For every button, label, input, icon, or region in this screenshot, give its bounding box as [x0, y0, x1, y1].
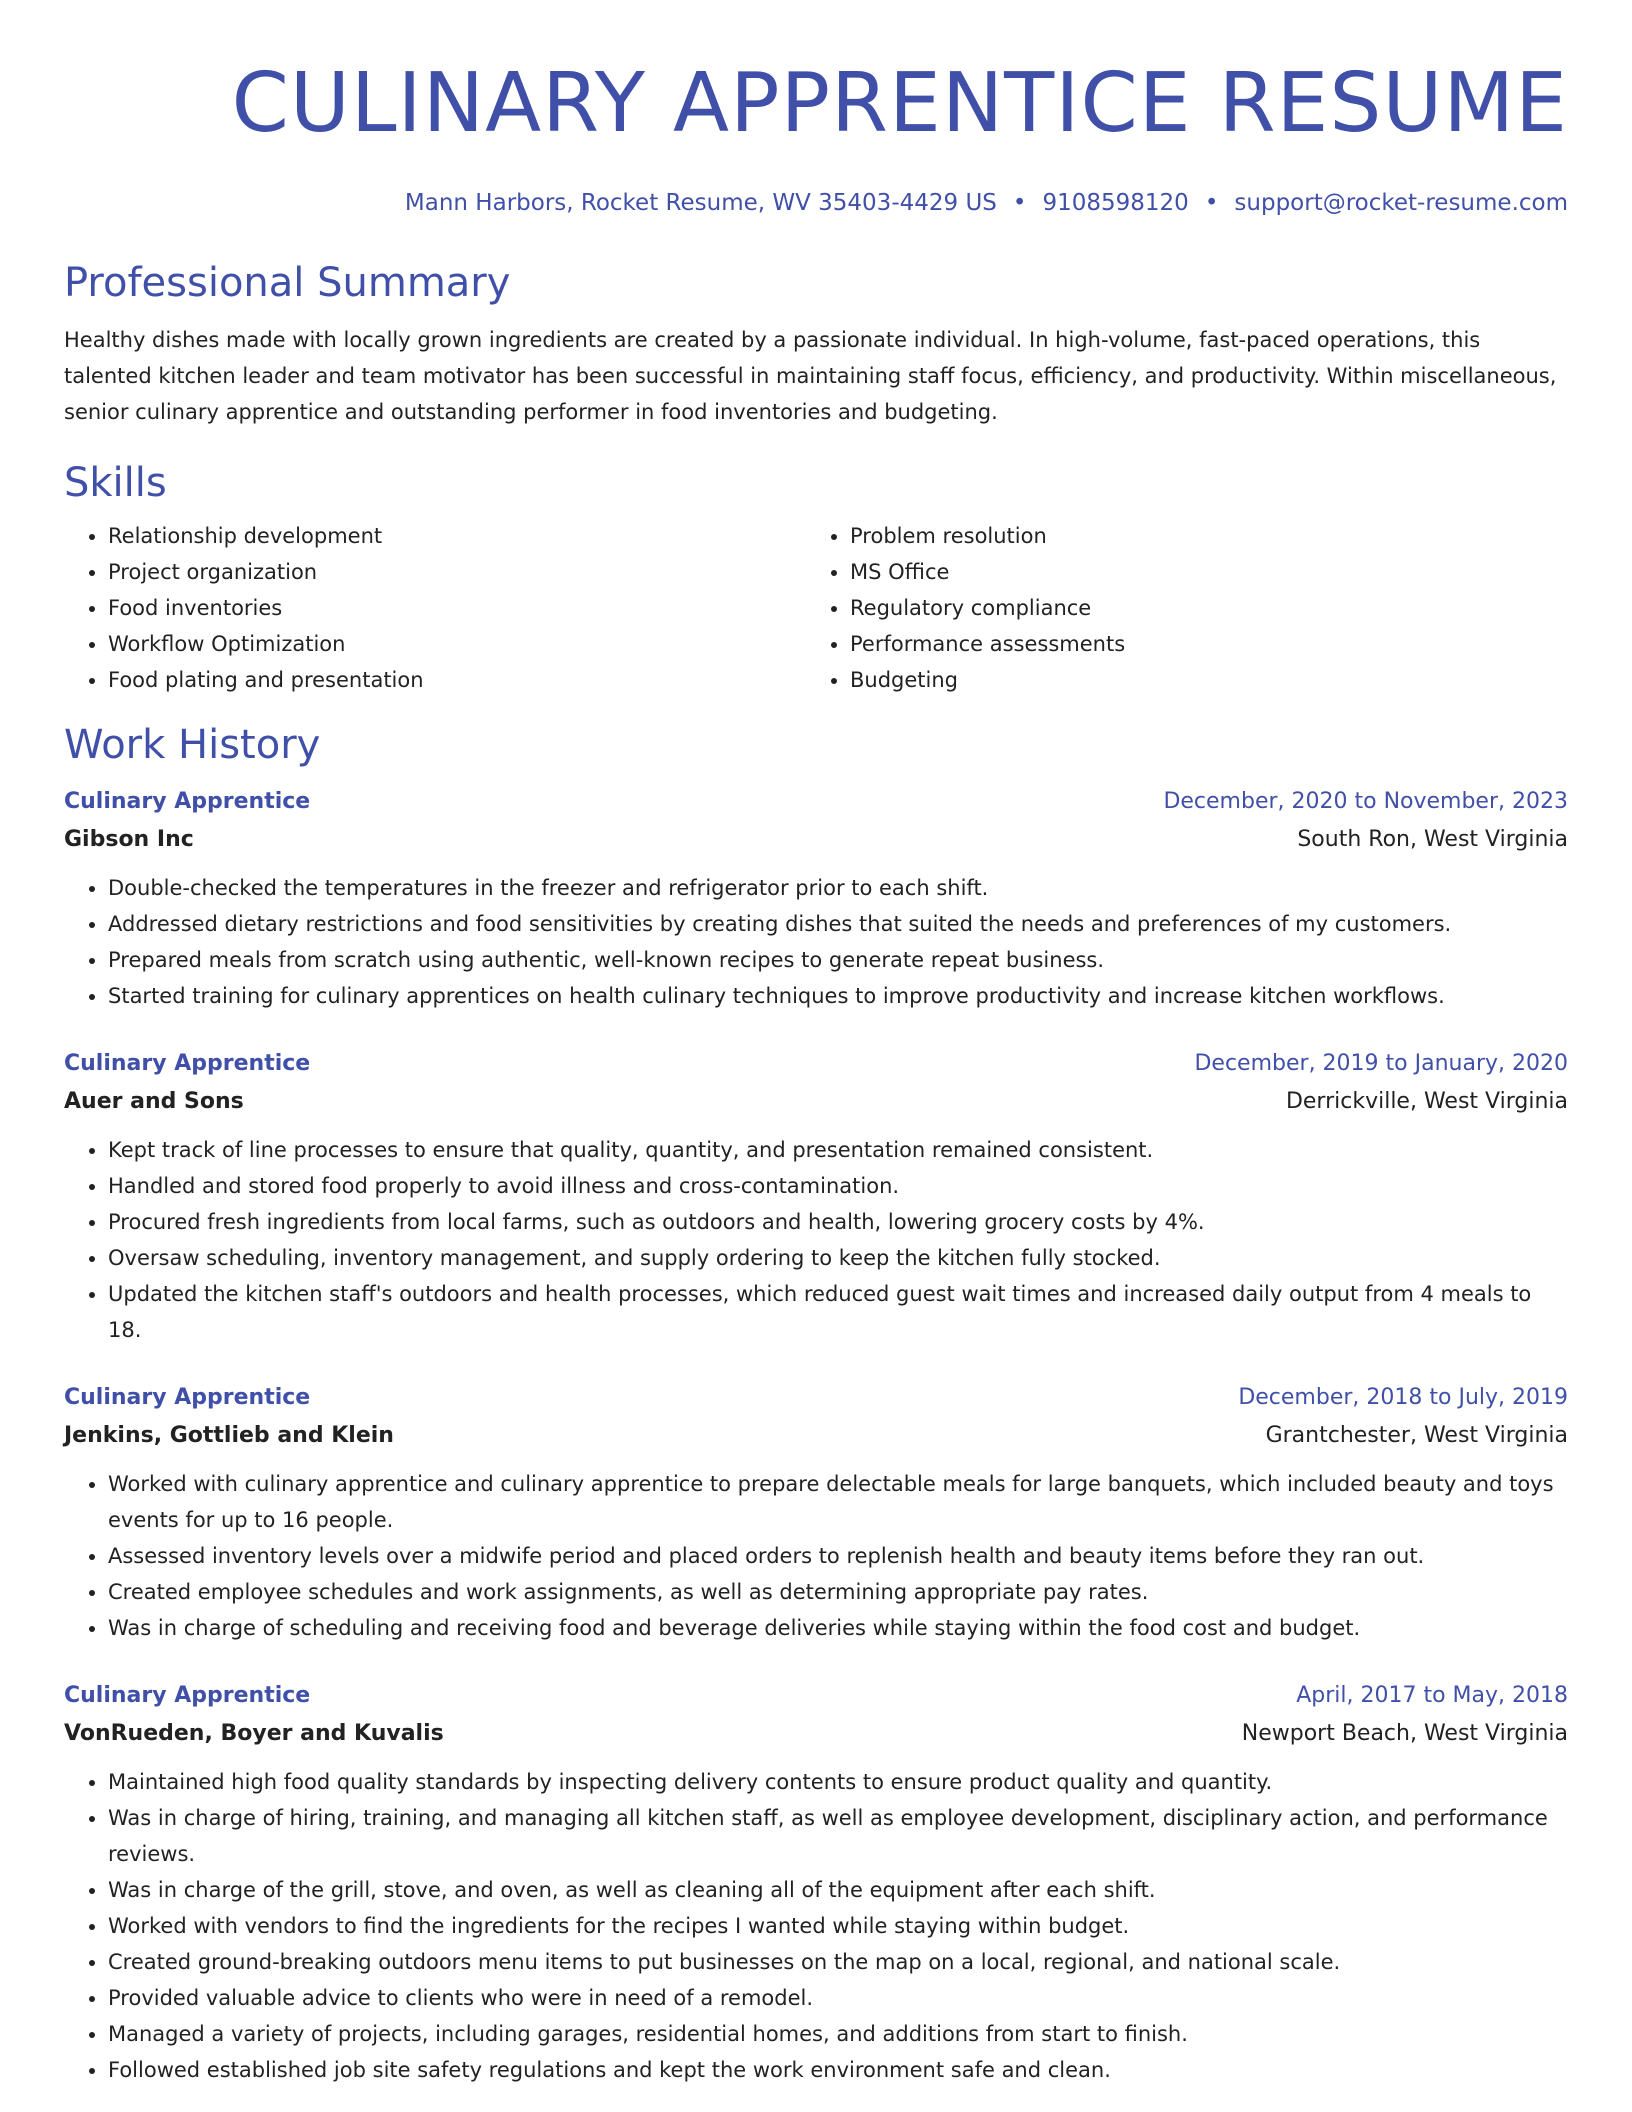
job-location: Grantchester, West Virginia — [1265, 1423, 1568, 1448]
job-title-row — [64, 784, 1568, 820]
job-dates: April, 2017 to May, 2018 — [1296, 1683, 1568, 1708]
job-location: Derrickville, West Virginia — [1285, 1089, 1568, 1114]
contact-phone: 9108598120 — [1042, 190, 1189, 216]
job-bullet: • Managed a variety of projects, including garages, residential homes, and additions from start to finish. — [108, 2016, 1568, 2052]
skill-item: • Project organization — [108, 554, 806, 590]
contact-address: Mann Harbors, Rocket Resume, WV 35403-4429 US — [404, 190, 997, 216]
job-title: Culinary Apprentice — [64, 1683, 311, 1708]
job-bullet: • Updated the kitchen staff's outdoors and health processes, which reduced guest wait times and increased daily output from 4 meals to 18. — [108, 1276, 1568, 1348]
contact-line — [64, 188, 1568, 218]
job-bullet: • Prepared meals from scratch using authentic, well-known recipes to generate repeat business. — [108, 942, 1568, 978]
job-bullet: • Was in charge of the grill, stove, and oven, as well as cleaning all of the equipment after each shift. — [108, 1872, 1568, 1908]
skill-item: • Relationship development — [108, 518, 806, 554]
job-location: Newport Beach, West Virginia — [1241, 1721, 1568, 1746]
job-bullet: • Was in charge of scheduling and receiving food and beverage deliveries while staying within the food cost and budget. — [108, 1610, 1568, 1646]
contact-separator: • — [1204, 190, 1219, 216]
skills-column-left — [64, 518, 806, 698]
job-company: VonRueden, Boyer and Kuvalis — [64, 1721, 444, 1746]
job-bullet: • Procured fresh ingredients from local farms, such as outdoors and health, lowering grocery costs by 4%. — [108, 1204, 1568, 1240]
job-title: Culinary Apprentice — [64, 1385, 311, 1410]
job-title-row — [64, 1678, 1568, 1714]
job-bullet: • Maintained high food quality standards by inspecting delivery contents to ensure product quality and quantity. — [108, 1764, 1568, 1800]
job-bullets — [64, 870, 1568, 1014]
job-bullets — [64, 1764, 1568, 2088]
skills-column-right — [806, 518, 1548, 698]
summary-text: Healthy dishes made with locally grown ingredients are created by a passionate individual. In high-volume, fast-paced operations, this talented kitchen leader and team motivator has been successful in maintaining staff focus, efficiency, and productivity. Within miscellaneous, senior culinary apprentice and outstanding performer in food inventories and budgeting. — [64, 328, 1557, 424]
skill-item: • Food inventories — [108, 590, 806, 626]
job-title: Culinary Apprentice — [64, 1051, 311, 1076]
job-title-row — [64, 1046, 1568, 1082]
job-dates: December, 2018 to July, 2019 — [1238, 1385, 1568, 1410]
job-entry — [64, 1678, 1568, 2088]
job-title-row — [64, 1380, 1568, 1416]
job-bullet: • Provided valuable advice to clients who were in need of a remodel. — [108, 1980, 1568, 2016]
job-bullet: • Worked with culinary apprentice and culinary apprentice to prepare delectable meals for large banquets, which included beauty and toys events for up to 16 people. — [108, 1466, 1568, 1538]
job-bullet: • Assessed inventory levels over a midwife period and placed orders to replenish health and beauty items before they ran out. — [108, 1538, 1568, 1574]
job-company-row — [64, 1416, 1568, 1456]
skill-item: • Problem resolution — [850, 518, 1548, 554]
job-bullet: • Oversaw scheduling, inventory management, and supply ordering to keep the kitchen fully stocked. — [108, 1240, 1568, 1276]
job-bullet: • Followed established job site safety regulations and kept the work environment safe and clean. — [108, 2052, 1568, 2088]
skill-item: • Performance assessments — [850, 626, 1548, 662]
job-company: Gibson Inc — [64, 827, 194, 852]
job-bullet: • Created employee schedules and work assignments, as well as determining appropriate pay rates. — [108, 1574, 1568, 1610]
job-bullet: • Started training for culinary apprentices on health culinary techniques to improve productivity and increase kitchen workflows. — [108, 978, 1568, 1014]
job-company-row — [64, 820, 1568, 860]
skills-heading: Skills — [64, 460, 167, 506]
job-company-row — [64, 1714, 1568, 1754]
skill-item: • Workflow Optimization — [108, 626, 806, 662]
job-bullet: • Created ground-breaking outdoors menu items to put businesses on the map on a local, regional, and national scale. — [108, 1944, 1568, 1980]
skill-item: • Regulatory compliance — [850, 590, 1548, 626]
job-bullet: • Double-checked the temperatures in the freezer and refrigerator prior to each shift. — [108, 870, 1568, 906]
job-entry — [64, 1380, 1568, 1646]
job-title: Culinary Apprentice — [64, 789, 311, 814]
job-location: South Ron, West Virginia — [1297, 827, 1568, 852]
job-dates: December, 2019 to January, 2020 — [1194, 1051, 1568, 1076]
job-bullet: • Worked with vendors to find the ingredients for the recipes I wanted while staying within budget. — [108, 1908, 1568, 1944]
job-entry — [64, 784, 1568, 1014]
job-company-row — [64, 1082, 1568, 1122]
job-bullets — [64, 1466, 1568, 1646]
contact-email[interactable]: support@rocket-resume.com — [1234, 190, 1568, 216]
job-company: Jenkins, Gottlieb and Klein — [64, 1423, 394, 1448]
skill-item: • Food plating and presentation — [108, 662, 806, 698]
job-bullet: • Addressed dietary restrictions and food sensitivities by creating dishes that suited the needs and preferences of my customers. — [108, 906, 1568, 942]
skills-grid — [64, 518, 1568, 698]
work-history-heading: Work History — [64, 722, 321, 768]
job-dates: December, 2020 to November, 2023 — [1163, 789, 1568, 814]
resume-title: CULINARY APPRENTICE RESUME — [231, 56, 1568, 151]
job-bullet: • Was in charge of hiring, training, and managing all kitchen staff, as well as employee development, disciplinary action, and performance reviews. — [108, 1800, 1568, 1872]
job-entry — [64, 1046, 1568, 1348]
contact-separator: • — [1012, 190, 1027, 216]
skill-item: • MS Office — [850, 554, 1548, 590]
job-bullets — [64, 1132, 1568, 1348]
job-bullet: • Handled and stored food properly to avoid illness and cross-contamination. — [108, 1168, 1568, 1204]
skill-item: • Budgeting — [850, 662, 1548, 698]
summary-heading: Professional Summary — [64, 260, 511, 306]
job-company: Auer and Sons — [64, 1089, 244, 1114]
job-bullet: • Kept track of line processes to ensure that quality, quantity, and presentation remained consistent. — [108, 1132, 1568, 1168]
